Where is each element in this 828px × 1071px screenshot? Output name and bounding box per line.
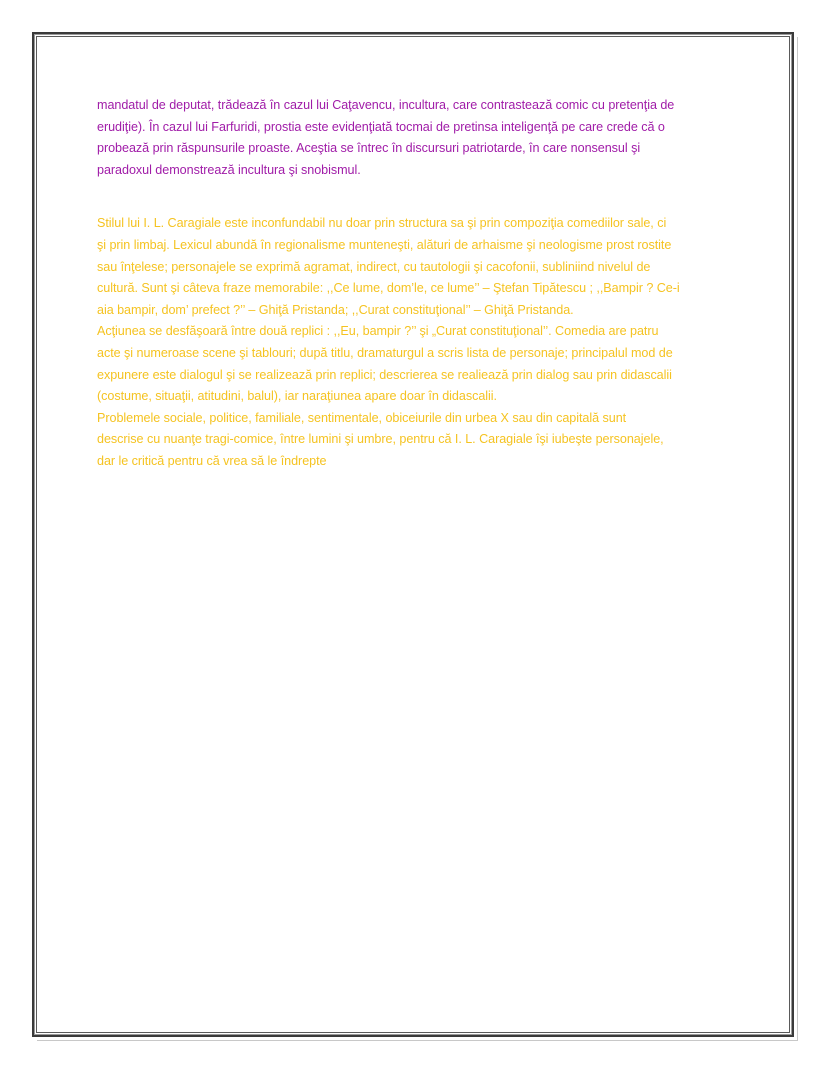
text-line: şi prin limbaj. Lexicul abundă în regionalisme munteneşti, alături de arhaisme şi neologisme prost rostite — [97, 237, 672, 252]
text-line: mandatul de deputat, trădează în cazul lui Caţavencu, incultura, care contrastează comic cu pretenţia de — [97, 98, 675, 112]
text-line: cultură. Sunt şi câteva fraze memorabile: ,,Ce lume, dom’le, ce lume’’ – Ştefan Tipătescu ; ,,Bampir ? Ce-i — [97, 281, 680, 296]
text-line: Problemele sociale, politice, familiale, sentimentale, obiceiurile din urbea X sau din capitală sunt — [97, 410, 627, 425]
document-body — [97, 95, 757, 473]
text-line: erudiţie). În cazul lui Farfuridi, prostia este evidenţiată tocmai de pretinsa inteligenţă pe care crede că o — [97, 119, 665, 134]
text-line: Acţiunea se desfăşoară între două replici : ,,Eu, bampir ?’’ şi „Curat constituţional’’. Comedia are patru — [97, 324, 659, 339]
paragraph-style — [97, 213, 757, 472]
text-line: expunere este dialogul şi se realizează prin replici; descrierea se realiează prin dialog sau prin didascalii — [97, 367, 672, 382]
text-line: dar le critică pentru că vrea să le îndrepte — [97, 453, 327, 468]
text-line: Stilul lui I. L. Caragiale este inconfundabil nu doar prin structura sa şi prin compoziţia comediilor sale, ci — [97, 216, 667, 231]
text-line: paradoxul demonstrează incultura şi snobismul. — [97, 162, 361, 177]
text-line: sau înţelese; personajele se exprimă agramat, indirect, cu tautologii şi cacofonii, subliniind nivelul de — [97, 259, 651, 274]
text-line: aia bampir, dom’ prefect ?’’ – Ghiţă Pristanda; ,,Curat constituţional’’ – Ghiţă Pristanda. — [97, 302, 574, 317]
text-line: probează prin răspunsurile proaste. Aceştia se întrec în discursuri patriotarde, în care nonsensul şi — [97, 141, 641, 156]
text-line: (costume, situaţii, atitudini, balul), iar naraţiunea apare doar în didascalii. — [97, 389, 497, 404]
paragraph-characters — [97, 95, 757, 181]
text-line: acte şi numeroase scene şi tablouri; după titlu, dramaturgul a scris lista de personaje; principalul mod de — [97, 345, 673, 360]
text-line: descrise cu nuanţe tragi-comice, între lumini şi umbre, pentru că I. L. Caragiale îşi iubeşte personajele, — [97, 432, 664, 447]
